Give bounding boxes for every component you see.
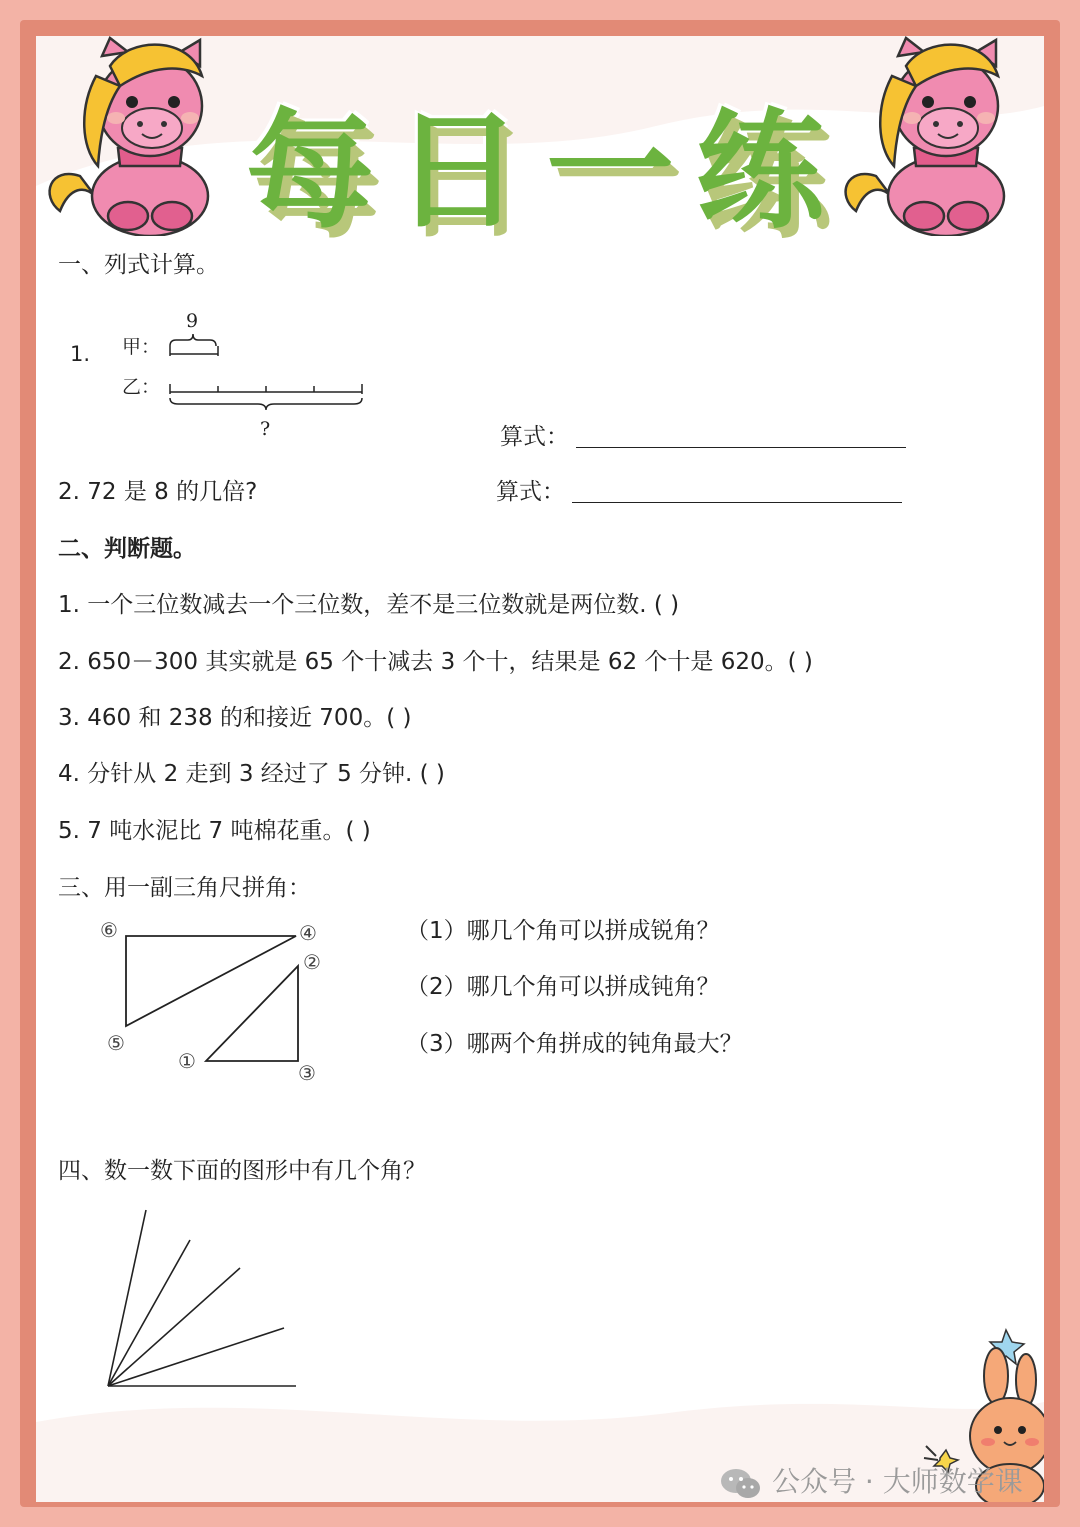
angle-label-2: ② (303, 950, 321, 974)
section2-heading: 二、判断题。 (58, 536, 196, 562)
section3-heading: 三、用一副三角尺拼角： (58, 875, 311, 901)
judge-item-3: 3. 460 和 238 的和接近 700。( ) (58, 705, 412, 731)
judge-item-2: 2. 650－300 其实就是 65 个十减去 3 个十，结果是 62 个十是 620。( ) (58, 649, 813, 675)
judge-item-4: 4. 分针从 2 走到 3 经过了 5 分钟. ( ) (58, 761, 445, 787)
q1-label-yi: 乙： (122, 376, 161, 398)
q2-text: 2. 72 是 8 的几倍? (58, 479, 258, 505)
pony-mascot-left (40, 36, 216, 236)
wechat-icon (720, 1466, 762, 1502)
title-char-4: 练 (696, 97, 825, 246)
judge-item-5: 5. 7 吨水泥比 7 吨棉花重。( ) (58, 818, 371, 844)
s3-question-1: （1）哪几个角可以拼成锐角？ (406, 918, 720, 944)
q2-formula-label: 算式： (496, 479, 565, 505)
title-char-3: 一 (546, 97, 675, 246)
q1-top-value: 9 (186, 310, 199, 332)
line-segment-diagram (156, 324, 376, 424)
page-title (246, 97, 866, 262)
s3-question-3: （3）哪两个角拼成的钝角最大？ (406, 1031, 743, 1057)
angle-label-5: ⑤ (107, 1031, 125, 1055)
watermark-text: 公众号 · 大师数学课 (772, 1465, 1023, 1498)
title-char-2: 日 (394, 97, 523, 246)
worksheet (36, 36, 1044, 1502)
q1-answer-line[interactable] (576, 447, 906, 448)
angle-label-1: ① (178, 1049, 196, 1073)
q1-number: 1. (70, 342, 91, 366)
angle-label-3: ③ (298, 1061, 316, 1085)
s3-question-2: （2）哪几个角可以拼成钝角？ (406, 974, 720, 1000)
q2-answer-line[interactable] (572, 502, 902, 503)
q1-label-jia: 甲： (122, 336, 161, 358)
title-char-1: 每 (246, 97, 375, 246)
angle-label-4: ④ (299, 921, 317, 945)
angle-label-6: ⑥ (100, 918, 118, 942)
judge-item-1: 1. 一个三位数减去一个三位数，差不是三位数就是两位数. ( ) (58, 592, 680, 618)
section1-heading: 一、列式计算。 (58, 252, 219, 278)
section4-heading: 四、数一数下面的图形中有几个角？ (58, 1158, 426, 1184)
q1-question-mark: ? (260, 418, 271, 440)
rays-diagram (96, 1196, 316, 1396)
q1-formula-label: 算式： (500, 424, 569, 450)
